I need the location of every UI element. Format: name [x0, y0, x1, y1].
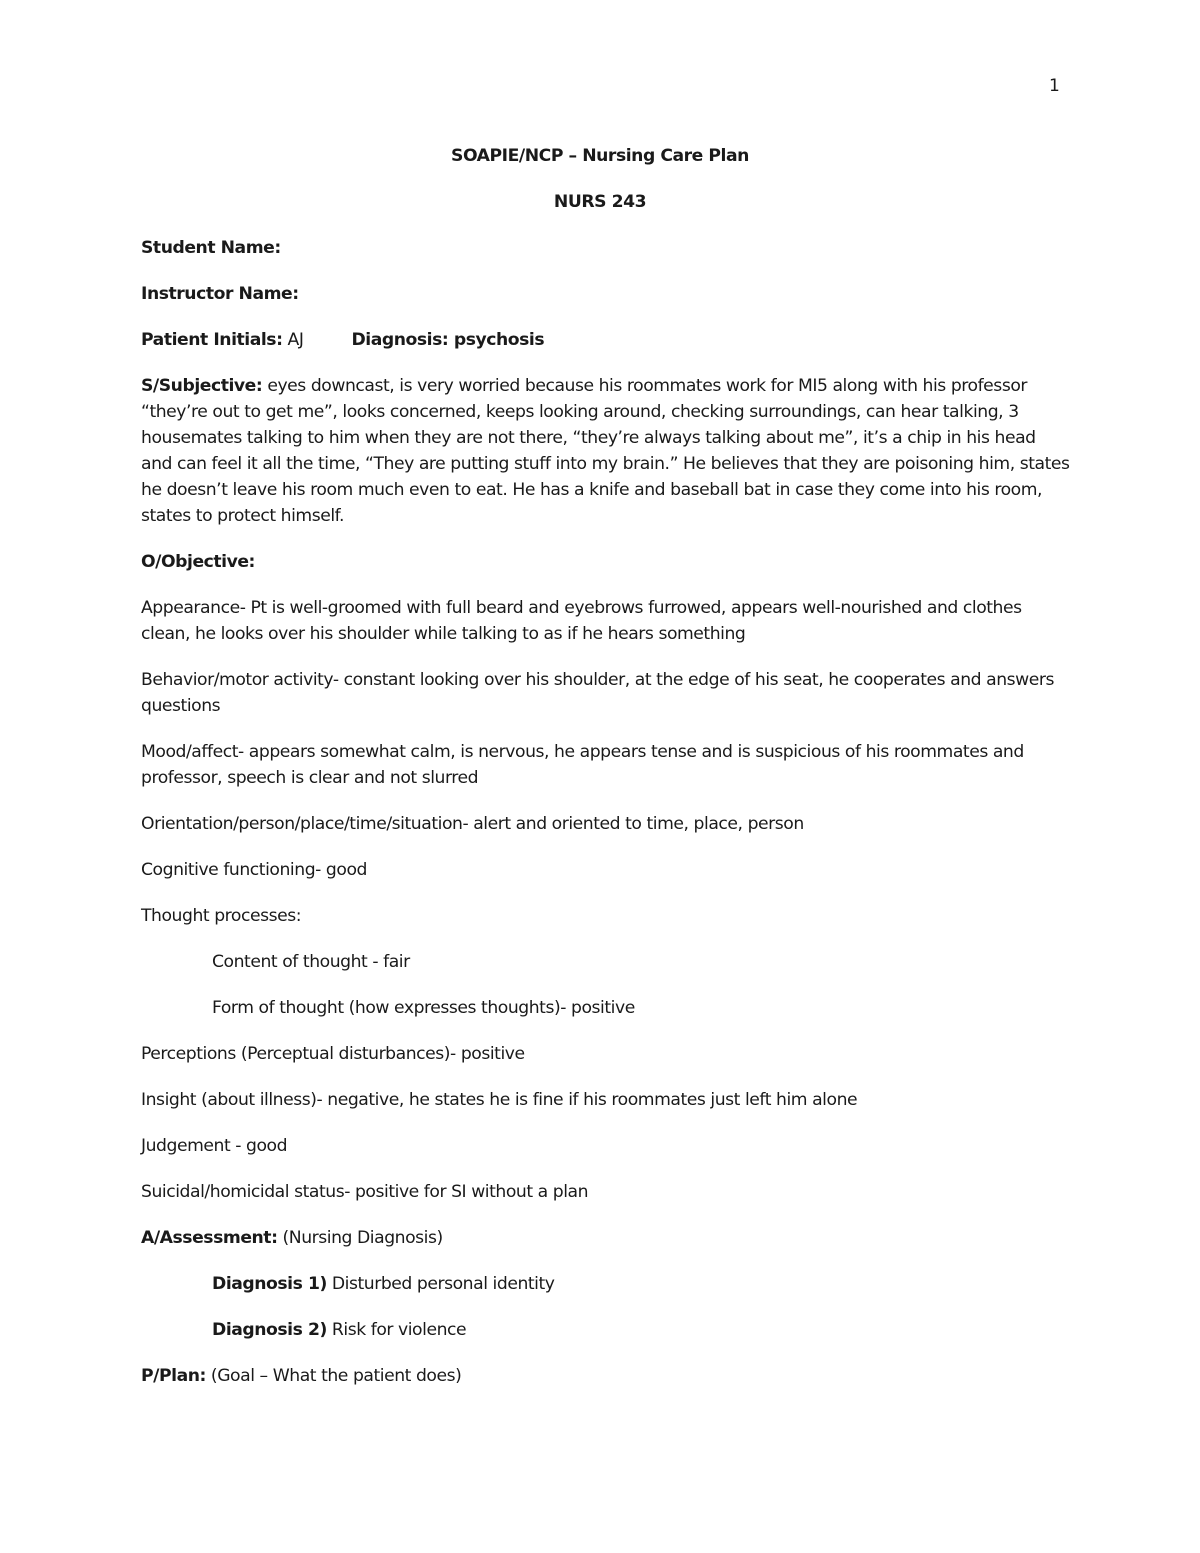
- patient-initials-label: Patient Initials:: [141, 330, 283, 350]
- diagnosis-1-value: Disturbed personal identity: [326, 1274, 555, 1294]
- plan-label: P/Plan:: [141, 1366, 206, 1386]
- objective-judgement: Judgement - good: [141, 1136, 288, 1156]
- assessment-diagnosis-2: [141, 1317, 1071, 1343]
- subjective-section: [141, 373, 1071, 529]
- course-code: NURS 243: [553, 192, 647, 212]
- diagnosis-2-value: Risk for violence: [326, 1320, 467, 1340]
- subjective-text: eyes downcast, is very worried because his roommates work for MI5 along with his professor “they’re out to get me”, looks concerned, keeps looking around, checking surroundings, can hear talking, 3 housemates talking to him when they are not there, “they’re always talking about me”, it’s a chip in his head and can feel it all the time, “They are putting stuff into my brain.” He believes that they are poisoning him, states he doesn’t leave his room much even to eat. He has a knife and baseball bat in case they come into his room, states to protect himself.: [141, 376, 1070, 526]
- diagnosis-1-label: Diagnosis 1): [212, 1274, 327, 1294]
- objective-perceptions: Perceptions (Perceptual disturbances)- positive: [141, 1044, 525, 1064]
- assessment-diagnosis-1: [141, 1271, 1071, 1297]
- student-name-label: Student Name:: [141, 238, 281, 258]
- objective-cognitive: Cognitive functioning- good: [141, 860, 367, 880]
- assessment-note: (Nursing Diagnosis): [277, 1228, 443, 1248]
- objective-orientation: Orientation/person/place/time/situation- alert and oriented to time, place, person: [141, 814, 804, 834]
- document-body: [141, 143, 1071, 1409]
- plan-section: [141, 1363, 1071, 1389]
- objective-suicidal-status: Suicidal/homicidal status- positive for SI without a plan: [141, 1182, 589, 1202]
- objective-behavior: Behavior/motor activity- constant looking over his shoulder, at the edge of his seat, he cooperates and answers questions: [141, 670, 1055, 716]
- plan-note: (Goal – What the patient does): [205, 1366, 462, 1386]
- objective-form-of-thought: Form of thought (how expresses thoughts)- positive: [212, 998, 635, 1018]
- diagnosis-value: psychosis: [448, 330, 545, 350]
- patient-info-line: [141, 327, 1071, 353]
- objective-content-of-thought: Content of thought - fair: [212, 952, 410, 972]
- subjective-label: S/Subjective:: [141, 376, 263, 396]
- diagnosis-label: Diagnosis:: [351, 330, 449, 350]
- page-number: 1: [1049, 76, 1060, 96]
- objective-mood: Mood/affect- appears somewhat calm, is nervous, he appears tense and is suspicious of his roommates and professor, speech is clear and not slurred: [141, 742, 1024, 788]
- instructor-name-label: Instructor Name:: [141, 284, 299, 304]
- objective-appearance: Appearance- Pt is well-groomed with full beard and eyebrows furrowed, appears well-nourished and clothes clean, he looks over his shoulder while talking to as if he hears something: [141, 598, 1022, 644]
- objective-label: O/Objective:: [141, 552, 255, 572]
- assessment-label: A/Assessment:: [141, 1228, 278, 1248]
- assessment-section: [141, 1225, 1071, 1251]
- document-title: SOAPIE/NCP – Nursing Care Plan: [451, 146, 749, 166]
- objective-thought-processes: Thought processes:: [141, 906, 302, 926]
- patient-initials-value: AJ: [282, 330, 304, 350]
- diagnosis-2-label: Diagnosis 2): [212, 1320, 327, 1340]
- objective-insight: Insight (about illness)- negative, he states he is fine if his roommates just left him alone: [141, 1090, 858, 1110]
